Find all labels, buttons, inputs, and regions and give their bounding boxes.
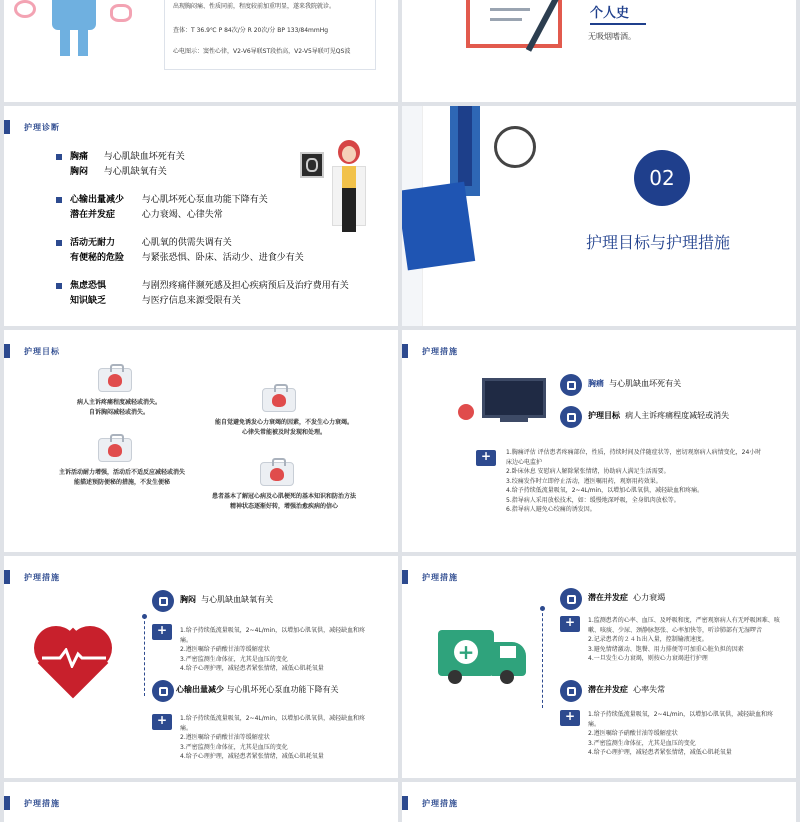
bullet-square xyxy=(56,197,62,203)
slide-measures-9 xyxy=(4,782,398,822)
case-vitals: 查体：T 36.9℃ P 84次/分 R 20次/分 BP 133/84mmHg xyxy=(173,26,329,34)
clipboard-icon xyxy=(560,374,582,396)
goal-1: 病人主诉疼痛程度减轻或消失。 自诉胸闷减轻或消失。 xyxy=(76,399,161,416)
clipboard-icon xyxy=(152,590,174,612)
medical-kit-icon xyxy=(98,438,132,462)
clipboard-icon xyxy=(152,680,174,702)
clipboard-icon xyxy=(560,680,582,702)
personal-history-title: 个人史 xyxy=(590,2,646,25)
bullet-square xyxy=(56,283,62,289)
measures-list: 1.胸痛评估 评估患者疼痛部位，性质，持续时间及伴随症状等，密切观察病人病情变化，24小时床边心电监护 2.卧床休息 安慰病人解除紧张情绪，协助病人满足生活需要。 3.绞痛发作时立即停止活动，遵医嘱用药，观察用药效果。 4.给予持续低流量吸氧，2~4L/min，以增加心肌氧供，减轻缺血和疼痛。 5.指导病人采用放松技术，如：缓慢地深呼吸，全身肌肉放松等。 6.指导病人避免心绞痛的诱发因。 xyxy=(506,449,762,513)
clipboard-icon xyxy=(560,588,582,610)
slide-header: 护理目标 xyxy=(4,344,60,358)
slide-header: 护理措施 xyxy=(4,570,60,584)
slide-header: 护理措施 xyxy=(402,796,458,810)
slide-header: 护理诊断 xyxy=(4,120,60,134)
section-number-circle: 02 xyxy=(634,150,690,206)
measures-list-a: 1.给予持续低流量吸氧，2~4L/min，以增加心肌氧供，减轻缺血和疼痛。 2.遵医嘱给予硝酸甘油等缓解症状 3.严密监测生命体征，尤其是血压的变化 4.给予心理护理，减轻患者紧张情绪，减低心肌耗氧量 xyxy=(180,627,366,672)
monitor-illustration xyxy=(482,378,546,418)
slide-measures-chest-tightness xyxy=(4,556,398,778)
case-description: 出现胸闷痛、性质同前，程度较前加重明显，遂来我院就诊。 xyxy=(173,3,336,10)
ambulance-icon: + xyxy=(438,630,526,686)
medkit-icon xyxy=(560,710,580,726)
slide-nursing-goals xyxy=(4,330,398,552)
section-title: 护理目标与护理措施 xyxy=(586,233,731,252)
item-b: 潜在并发症 心率失常 xyxy=(588,685,666,694)
diagnosis-item: 胸痛 与心肌缺血坏死有关 胸闷 与心肌缺氧有关 xyxy=(56,150,356,180)
diagnosis-item: 心输出量减少 与心肌坏死心泵血功能下降有关 潜在并发症 心力衰竭、心律失常 xyxy=(56,193,356,223)
medkit-icon xyxy=(152,624,172,640)
diagnosis-item: 焦虑恐惧 与剧烈疼痛伴濒死感及担心疾病预后及治疗费用有关 知识缺乏 与医疗信息来源受限有关 xyxy=(56,279,356,309)
goal-3: 主诉活动耐力增强，活动后不适反应减轻或消失 能描述预防便秘的措施，不发生便秘 xyxy=(58,469,185,486)
measures-list-b: 1.给予持续低流量吸氧，2~4L/min，以增加心肌氧供，减轻缺血和疼痛。 2.遵医嘱给予硝酸甘油等缓解症状 3.严密监测生命体征，尤其是血压的变化 4.给予心理护理，减轻患者紧张情绪，减低心肌耗氧量 xyxy=(180,715,366,760)
bullet-square xyxy=(56,240,62,246)
shield-icon xyxy=(560,406,582,428)
case-text-box xyxy=(164,0,376,70)
medkit-icon xyxy=(476,450,496,466)
slide-header: 护理措施 xyxy=(4,796,60,810)
nurse-illustration xyxy=(300,136,380,236)
flask-icon xyxy=(458,404,474,420)
slide-header: 护理措施 xyxy=(402,344,458,358)
measures-list-b: 1.给予持续低流量吸氧，2~4L/min，以增加心肌氧供，减轻缺血和疼痛。 2.遵医嘱给予硝酸甘油等缓解症状 3.严密监测生命体征，尤其是血压的变化 4.给予心理护理，减轻患者紧张情绪，减低心肌耗氧量 xyxy=(588,711,774,756)
medkit-icon xyxy=(560,616,580,632)
personal-history-text: 无吸烟嗜酒。 xyxy=(588,32,636,41)
patient-illustration xyxy=(14,0,144,62)
item-1: 胸痛 与心肌缺血坏死有关 xyxy=(588,379,682,388)
medical-kit-icon xyxy=(260,462,294,486)
goal-4: 患者基本了解冠心病及心肌梗死的基本知识和防治方法 精神状态逐渐好转，增强治愈疾病的信心 xyxy=(211,493,356,510)
slide-nursing-diagnosis xyxy=(4,106,398,326)
item-2: 护理目标 病人主诉疼痛程度减轻或消失 xyxy=(588,411,730,420)
item-b: 心输出量减少 与心肌坏死心泵血功能下降有关 xyxy=(176,685,339,694)
slide-header: 护理措施 xyxy=(402,570,458,584)
goal-2: 能自觉避免诱发心力衰竭的因素，不发生心力衰竭。 心律失常能被及时发现和处理。 xyxy=(214,419,353,436)
bullet-square xyxy=(56,154,62,160)
doctor-photo xyxy=(402,106,572,326)
slide-section-02 xyxy=(402,106,796,326)
measures-list-a: 1.监测患者的心率、血压、及呼吸和度，严密观察病人有无呼吸困难、咳嗽、咳痰、少尿、颈静脉怒张、心率加快等，听诊肺部有无湿啰音 2.记录患者的２４ｈ出入量，控制输液速度。 3.避免情绪激动、饱餐、用力排便等可加重心脏负担的因素 4.一旦发生心力衰竭，则按心力衰竭进行护理 xyxy=(588,617,780,662)
medical-kit-icon xyxy=(262,388,296,412)
medkit-icon xyxy=(152,714,172,730)
slide-personal-history xyxy=(402,0,796,102)
slide-measures-chest-pain xyxy=(402,330,796,552)
slide-measures-complications xyxy=(402,556,796,778)
slide-measures-10 xyxy=(402,782,796,822)
item-a: 胸闷 与心肌缺血缺氧有关 xyxy=(180,595,274,604)
medical-kit-icon xyxy=(98,368,132,392)
item-a: 潜在并发症 心力衰竭 xyxy=(588,593,666,602)
diagnosis-item: 活动无耐力 心肌氧的供需失调有关 有便秘的危险 与紧张恐惧、卧床、活动少、进食少有关 xyxy=(56,236,356,266)
heart-icon xyxy=(34,626,114,696)
case-ecg: 心电图示：窦性心律，V2-V6导联ST段抬高，V2-V5导联可见QS波 xyxy=(173,48,351,55)
slide-case xyxy=(4,0,398,102)
